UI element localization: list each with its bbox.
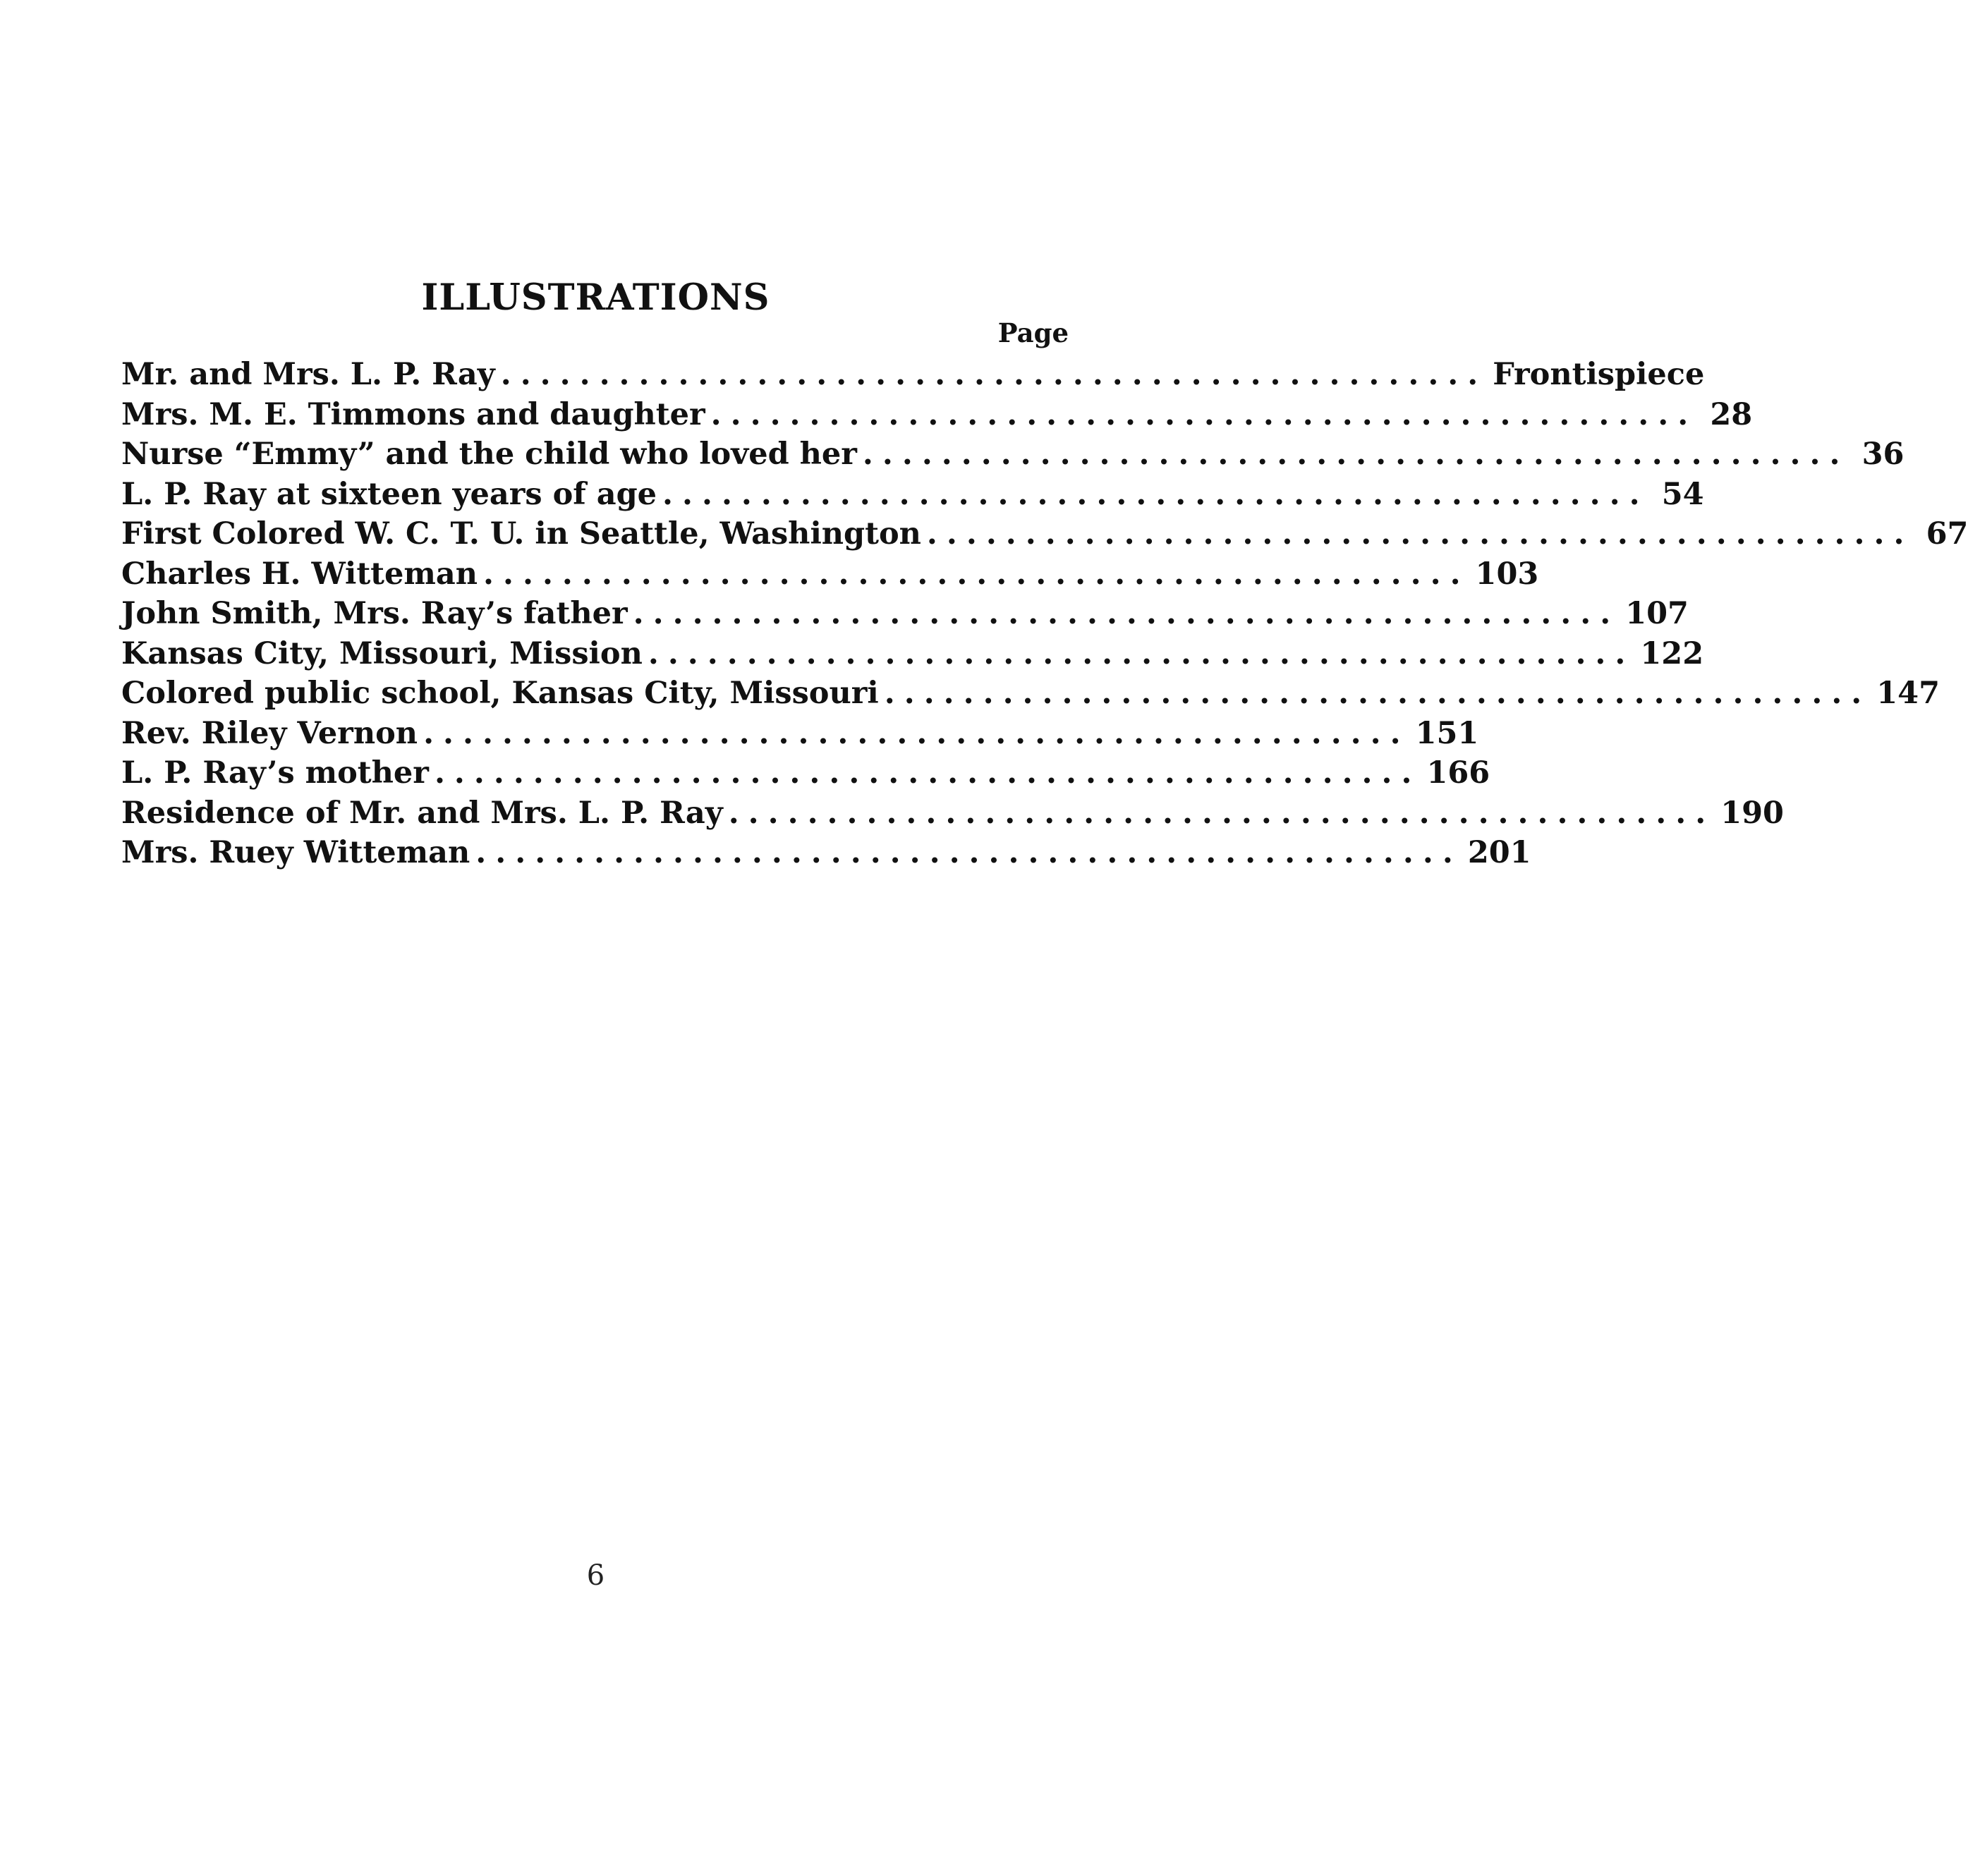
entry-page-number: 147 (1876, 676, 1940, 711)
entry-title: Mr. and Mrs. L. P. Ray (121, 357, 495, 392)
dot-leader: .................................................. (633, 596, 1620, 631)
list-item (121, 475, 1704, 515)
dot-leader: .................................................. (483, 556, 1470, 592)
entry-page-number: 107 (1625, 596, 1689, 631)
dot-leader: .................................................. (728, 795, 1715, 831)
dot-leader: .................................................. (475, 835, 1462, 870)
entry-title: First Colored W. C. T. U. in Seattle, Washington (121, 516, 921, 552)
list-item (121, 594, 1689, 634)
dot-leader: .................................................. (434, 755, 1421, 791)
illustrations-list (121, 355, 1968, 873)
list-item (121, 833, 1531, 873)
dot-leader: .................................................. (884, 676, 1871, 711)
entry-title: Rev. Riley Vernon (121, 715, 418, 751)
entry-page-number: 151 (1415, 715, 1479, 751)
entry-page-number: 103 (1475, 556, 1539, 592)
entry-page-number: 67 (1926, 516, 1968, 552)
entry-title: L. P. Ray’s mother (121, 755, 429, 791)
dot-leader: .................................................. (926, 516, 1914, 552)
dot-leader: .................................................. (710, 396, 1698, 432)
list-item (121, 434, 1905, 475)
page-heading: ILLUSTRATIONS (421, 276, 770, 319)
list-item (121, 714, 1479, 754)
list-item (121, 355, 1705, 395)
entry-title: Colored public school, Kansas City, Missouri (121, 676, 879, 711)
dot-leader: .................................................. (423, 715, 1410, 751)
list-item (121, 753, 1490, 793)
dot-leader: .................................................. (662, 476, 1649, 512)
entry-page-number: 122 (1640, 635, 1704, 671)
dot-leader: .................................................. (500, 357, 1488, 392)
list-item (121, 514, 1968, 554)
entry-title: Residence of Mr. and Mrs. L. P. Ray (121, 795, 723, 831)
entry-page-number: 201 (1467, 835, 1531, 870)
list-item (121, 634, 1704, 674)
dot-leader: .................................................. (648, 635, 1635, 671)
entry-page-number: 190 (1720, 795, 1784, 831)
list-item (121, 395, 1753, 435)
entry-title: Kansas City, Missouri, Mission (121, 635, 643, 671)
entry-title: Nurse “Emmy” and the child who loved her (121, 437, 857, 472)
entry-title: L. P. Ray at sixteen years of age (121, 476, 657, 512)
entry-page-number: 54 (1661, 476, 1704, 512)
list-item (121, 554, 1539, 595)
list-item (121, 793, 1784, 834)
page-number: 6 (586, 1559, 605, 1592)
entry-title: Mrs. Ruey Witteman (121, 835, 470, 870)
entry-title: Charles H. Witteman (121, 556, 478, 592)
entry-page-number: 36 (1861, 437, 1905, 472)
entry-title: Mrs. M. E. Timmons and daughter (121, 396, 705, 432)
dot-leader: .................................................. (862, 437, 1849, 472)
page-column-label: Page (997, 317, 1069, 348)
list-item (121, 674, 1940, 714)
entry-page-number: Frontispiece (1493, 357, 1705, 392)
entry-title: John Smith, Mrs. Ray’s father (121, 596, 628, 631)
entry-page-number: 166 (1426, 755, 1490, 791)
entry-page-number: 28 (1710, 396, 1753, 432)
